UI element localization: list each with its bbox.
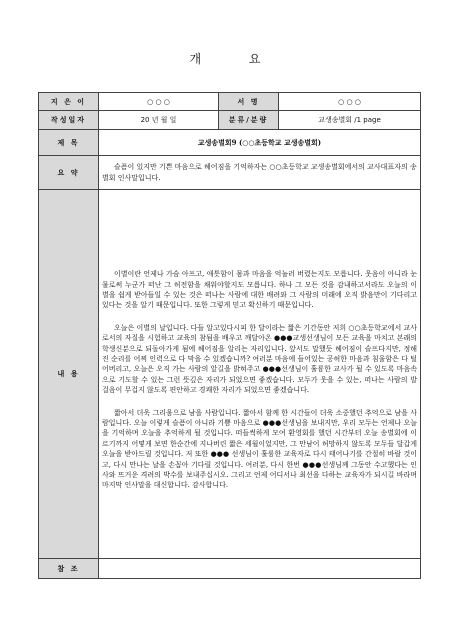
date-value: 20 년 월 일: [99, 111, 219, 130]
form-label: 서 명: [219, 93, 279, 111]
title-label: 제 목: [39, 130, 99, 156]
category-label: 분류/분량: [219, 111, 279, 130]
content-paragraph-1: 이별이란 언제나 가슴 아프고, 애틋함이 몸과 마음을 억눌러 버렸는지도 모릅니다. 웃음이 아니라 눈물로써 누군가 떠난 그 허전함을 채워야할지도 모릅니다. 하나 그 모든 것을 감내하고서라도 오늘의 이별을 쉽게 받아들일 수 있는 것은 떠나는 사람에 대한 배려와 그 사람의 미래에 오직 밝음만이 기다리고 있다는 것을 알기 때문입니다. 또한 그렇게 믿고 확신하기 때문입니다.: [102, 270, 417, 310]
form-value: ○ ○ ○: [279, 93, 421, 111]
reference-value: [99, 559, 421, 579]
content-paragraph-3: 짧아서 더욱 그리움으로 남을 사람입니다. 짧아서 함께 한 시간들이 더욱 소중했던 추억으로 남을 사람입니다. 오늘 이렇게 슬픔이 아니라 기쁨 마음으로 ●●●선생님을 보내지만, 우리 모두는 언제나 오늘을 기억하며 오늘을 추억하게 될 것입니다. 떠들썩하게 모여 환영회를 했던 시간부터 오늘 송별회에 이르기까지 어떻게 보면 한순간에 지나버린 짧은 세월이었지만, 그 만남이 허망하지 않도록 모두들 달갑게 오늘을 받아드릴 것입니다. 저 또한 ●●● 선생님이 훌륭한 교육자로 다시 태어나기를 간절히 바랄 것이고, 다시 만나는 날을 손꼽아 기다릴 것입니다. 여러분, 다시 한번 ●●●선생님께 그동안 수고했다는 인사와 뜨거운 격려의 박수를 보내주십시오. 그리고 언제 어디서나 최선을 다하는 교육자가 되시길 바라며 마지막 인사말을 대신합니다. 감사합니다.: [102, 408, 417, 490]
category-value: 교생송별회 /1 page: [279, 111, 421, 130]
reference-row: [39, 559, 421, 579]
author-label: 지 은 이: [39, 93, 99, 111]
reference-label: 참 조: [39, 559, 99, 579]
author-value: ○ ○ ○: [99, 93, 219, 111]
title-row: [39, 130, 421, 156]
date-row: [39, 111, 421, 130]
date-label: 작성일자: [39, 111, 99, 130]
summary-text: 슬픔이 있지만 기쁜 마음으로 헤어짐을 기억하자는 ○○초등학교 교생송별회에서의 교사대표자의 송별회 인사말입니다.: [99, 156, 421, 190]
summary-label: 요 약: [39, 156, 99, 190]
document-form-table: [38, 92, 421, 579]
content-body: [99, 190, 421, 559]
content-row: [39, 190, 421, 559]
author-row: [39, 93, 421, 111]
page-title: 개 요: [189, 52, 283, 66]
summary-row: [39, 156, 421, 190]
content-paragraph-2: 오늘은 이별의 날입니다. 다들 알고있다시피 한 달이라는 짧은 기간동안 저희 ○○초등학교에서 교사로서의 자질을 시험하고 교육의 참됨을 배우고 깨달아온 ●●●교생선생님이 모든 교육을 마치고 본래의 학생신분으로 되돌아가게 됨에 헤어짐을 알리는 자리입니다. 앞서도 말했듯 헤어짐이 슬프다지만, 정해진 순리를 어찌 인력으로 다 막을 수 있겠습니까? 여러분 마음에 들어있는 공허한 마음과 침울함은 다 털어버리고, 오늘은 오직 가는 사람의 앞길을 밝혀주고 ●●●선생님이 훌륭한 교사가 될 수 있도록 마음속으로 기도할 수 있는 그런 뜻깊은 자리가 되었으면 좋겠습니다. 모두가 웃을 수 있는, 떠나는 사람의 발걸음이 무겁지 않도록 편안하고 경쾌한 자리가 되었으면 좋겠습니다.: [102, 323, 417, 395]
content-label: 내 용: [39, 190, 99, 559]
document-title: 교생송별회9 (○○초등학교 교생송별회): [99, 130, 421, 156]
